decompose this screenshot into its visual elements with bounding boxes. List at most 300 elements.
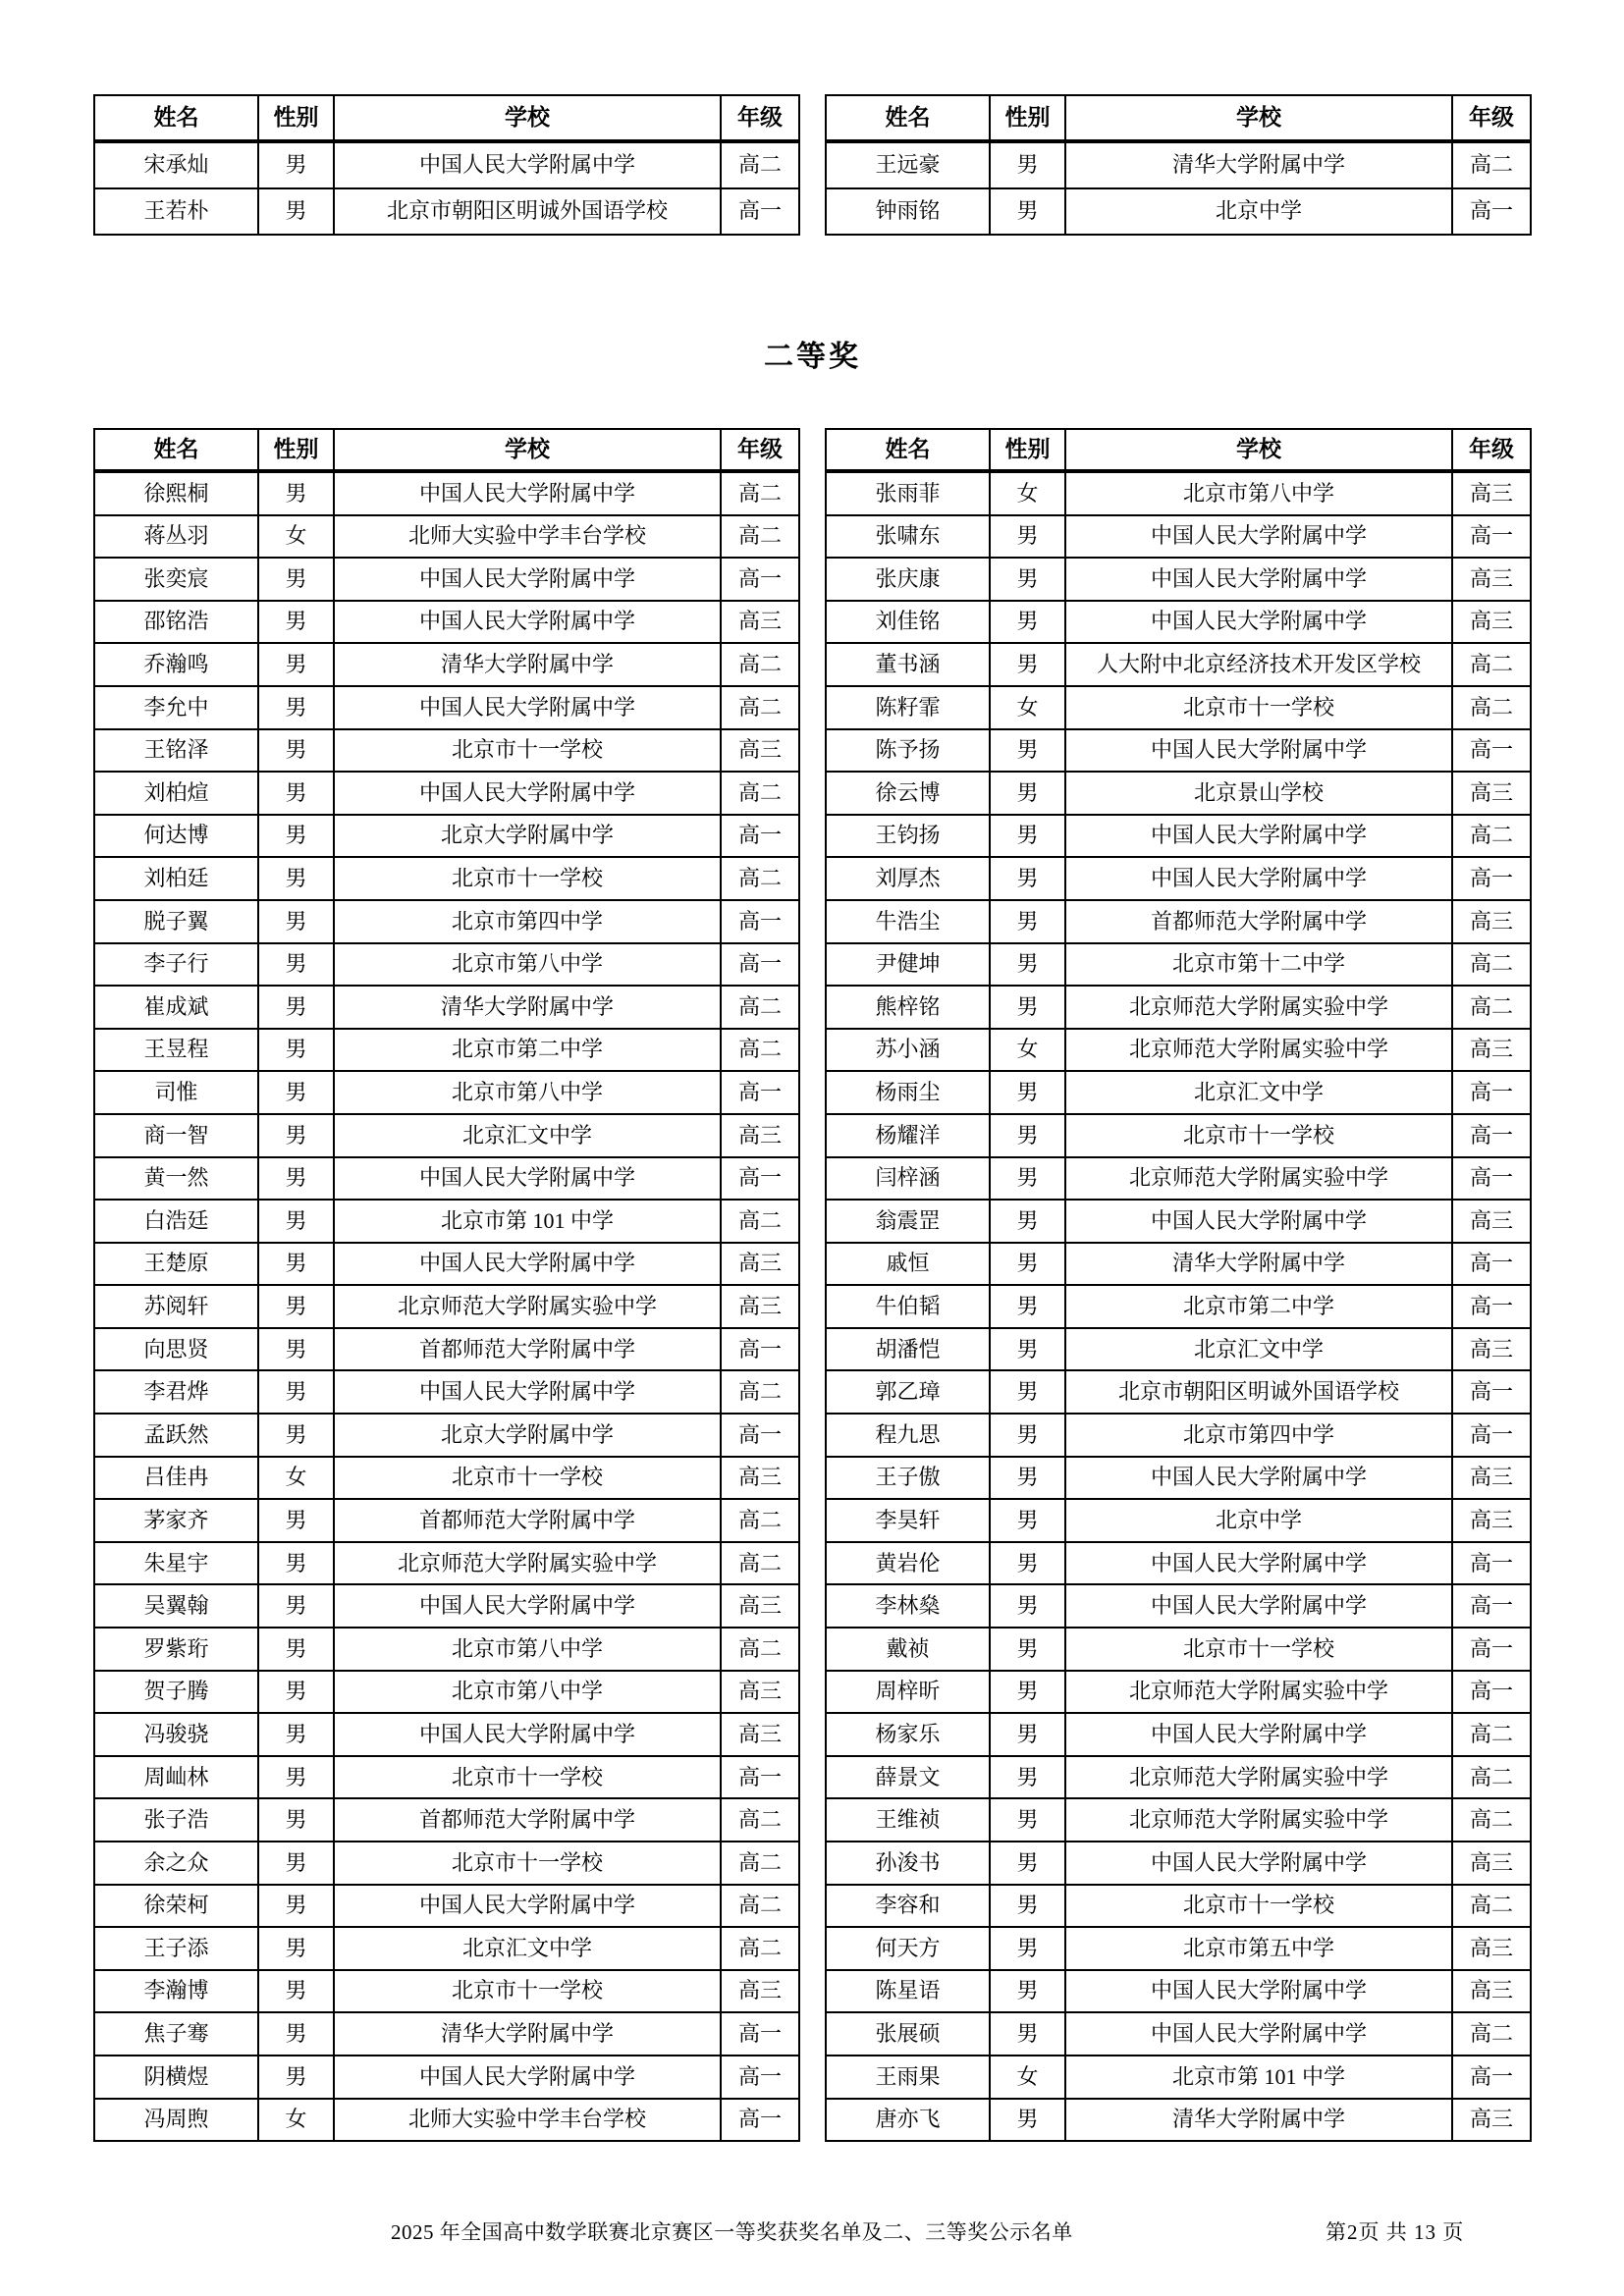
table-row — [94, 1671, 799, 1714]
first-prize-tables-row — [93, 94, 1532, 236]
cell-name: 徐熙桐 — [94, 471, 258, 515]
cell-grade: 高一 — [1452, 2056, 1531, 2099]
cell-gender: 男 — [990, 141, 1065, 188]
cell-school: 北京汇文中学 — [334, 1927, 721, 1970]
cell-grade: 高三 — [721, 1114, 799, 1157]
table-row — [826, 515, 1531, 559]
cell-name: 牛浩尘 — [826, 900, 990, 943]
cell-gender: 男 — [258, 1671, 334, 1714]
table-header-row — [826, 429, 1531, 471]
cell-grade: 高一 — [721, 815, 799, 858]
cell-school: 北京师范大学附属实验中学 — [1065, 1798, 1452, 1842]
table-row — [94, 1542, 799, 1585]
cell-name: 吕佳冉 — [94, 1457, 258, 1500]
column-header-name: 姓名 — [94, 429, 258, 471]
cell-grade: 高二 — [721, 1200, 799, 1243]
cell-grade: 高三 — [1452, 772, 1531, 815]
table-row — [826, 1071, 1531, 1114]
cell-grade: 高三 — [721, 1457, 799, 1500]
cell-name: 牛伯韬 — [826, 1285, 990, 1328]
table-row — [94, 558, 799, 601]
cell-name: 刘柏煊 — [94, 772, 258, 815]
cell-school: 北京汇文中学 — [334, 1114, 721, 1157]
cell-grade: 高二 — [721, 643, 799, 686]
cell-school: 中国人民大学附属中学 — [1065, 1713, 1452, 1756]
cell-school: 北京市第八中学 — [334, 1071, 721, 1114]
cell-school: 中国人民大学附属中学 — [1065, 558, 1452, 601]
cell-gender: 男 — [990, 558, 1065, 601]
table-row — [826, 1927, 1531, 1970]
cell-school: 北京市第八中学 — [334, 1671, 721, 1714]
cell-name: 司惟 — [94, 1071, 258, 1114]
cell-name: 钟雨铭 — [826, 188, 990, 235]
cell-grade: 高二 — [721, 857, 799, 900]
cell-name: 王维祯 — [826, 1798, 990, 1842]
second-prize-left-table — [93, 428, 800, 2142]
cell-gender: 男 — [990, 1713, 1065, 1756]
cell-school: 北京大学附属中学 — [334, 815, 721, 858]
table-row — [94, 2012, 799, 2056]
table-row — [94, 815, 799, 858]
cell-name: 贺子腾 — [94, 1671, 258, 1714]
table-row — [826, 1756, 1531, 1799]
cell-school: 中国人民大学附属中学 — [1065, 1200, 1452, 1243]
cell-name: 王子添 — [94, 1927, 258, 1970]
cell-name: 张奕宸 — [94, 558, 258, 601]
cell-gender: 男 — [258, 2012, 334, 2056]
cell-school: 中国人民大学附属中学 — [1065, 1970, 1452, 2013]
table-row — [826, 815, 1531, 858]
cell-gender: 男 — [990, 1157, 1065, 1201]
cell-school: 首都师范大学附属中学 — [1065, 900, 1452, 943]
cell-name: 李昊轩 — [826, 1499, 990, 1542]
cell-school: 北京师范大学附属实验中学 — [1065, 986, 1452, 1029]
cell-name: 李容和 — [826, 1885, 990, 1928]
cell-school: 北京市第八中学 — [334, 943, 721, 987]
table-row — [826, 1542, 1531, 1585]
cell-gender: 男 — [990, 1671, 1065, 1714]
cell-grade: 高二 — [1452, 815, 1531, 858]
second-prize-right-table — [825, 428, 1532, 2142]
cell-gender: 男 — [258, 729, 334, 773]
table-row — [826, 2056, 1531, 2099]
cell-name: 李子行 — [94, 943, 258, 987]
table-row — [94, 857, 799, 900]
cell-gender: 男 — [990, 900, 1065, 943]
cell-gender: 女 — [990, 471, 1065, 515]
cell-name: 罗紫珩 — [94, 1628, 258, 1671]
cell-school: 中国人民大学附属中学 — [1065, 601, 1452, 644]
cell-gender: 男 — [990, 1370, 1065, 1414]
cell-gender: 男 — [990, 1499, 1065, 1542]
table-row — [826, 1200, 1531, 1243]
cell-name: 崔成斌 — [94, 986, 258, 1029]
table-row — [94, 1114, 799, 1157]
cell-grade: 高三 — [1452, 471, 1531, 515]
table-row — [826, 1671, 1531, 1714]
table-row — [94, 188, 799, 235]
cell-grade: 高一 — [1452, 1285, 1531, 1328]
table-row — [94, 1157, 799, 1201]
table-row — [94, 1842, 799, 1885]
cell-grade: 高一 — [721, 188, 799, 235]
cell-school: 北京市十一学校 — [334, 1842, 721, 1885]
cell-school: 中国人民大学附属中学 — [334, 1885, 721, 1928]
cell-gender: 女 — [258, 1457, 334, 1500]
table-row — [94, 515, 799, 559]
cell-school: 北京市十一学校 — [334, 1970, 721, 2013]
table-row — [94, 943, 799, 987]
cell-school: 北京市十一学校 — [1065, 686, 1452, 729]
column-header-school: 学校 — [334, 95, 721, 141]
cell-gender: 男 — [990, 1071, 1065, 1114]
cell-grade: 高一 — [1452, 1071, 1531, 1114]
cell-name: 焦子骞 — [94, 2012, 258, 2056]
cell-school: 中国人民大学附属中学 — [334, 1713, 721, 1756]
cell-school: 北京中学 — [1065, 188, 1452, 235]
table-header-row — [94, 95, 799, 141]
column-header-school: 学校 — [1065, 95, 1452, 141]
cell-grade: 高二 — [1452, 1756, 1531, 1799]
cell-school: 北京汇文中学 — [1065, 1328, 1452, 1371]
cell-gender: 男 — [258, 1713, 334, 1756]
cell-school: 中国人民大学附属中学 — [334, 1157, 721, 1201]
cell-gender: 女 — [990, 1029, 1065, 1072]
cell-grade: 高一 — [1452, 1157, 1531, 1201]
cell-name: 何天方 — [826, 1927, 990, 1970]
footer-page-number: 第2页 共 13 页 — [1326, 2220, 1465, 2244]
cell-grade: 高三 — [721, 729, 799, 773]
cell-name: 朱星宇 — [94, 1542, 258, 1585]
cell-gender: 男 — [258, 1842, 334, 1885]
cell-name: 李允中 — [94, 686, 258, 729]
cell-school: 中国人民大学附属中学 — [334, 772, 721, 815]
cell-gender: 男 — [258, 772, 334, 815]
cell-gender: 女 — [990, 686, 1065, 729]
cell-grade: 高三 — [1452, 1970, 1531, 2013]
cell-school: 北京市十一学校 — [1065, 1628, 1452, 1671]
cell-grade: 高三 — [721, 601, 799, 644]
cell-grade: 高一 — [721, 943, 799, 987]
cell-school: 北京汇文中学 — [1065, 1071, 1452, 1114]
cell-name: 陈予扬 — [826, 729, 990, 773]
cell-grade: 高二 — [721, 515, 799, 559]
table-row — [826, 2099, 1531, 2142]
cell-grade: 高二 — [1452, 1713, 1531, 1756]
cell-grade: 高二 — [721, 1029, 799, 1072]
cell-school: 北京师范大学附属实验中学 — [334, 1285, 721, 1328]
table-row — [94, 986, 799, 1029]
cell-school: 北京市十一学校 — [334, 1457, 721, 1500]
cell-school: 北京中学 — [1065, 1499, 1452, 1542]
cell-gender: 男 — [990, 1414, 1065, 1457]
cell-gender: 男 — [258, 141, 334, 188]
cell-name: 阴横煜 — [94, 2056, 258, 2099]
cell-name: 戴祯 — [826, 1628, 990, 1671]
table-row — [826, 986, 1531, 1029]
cell-gender: 男 — [990, 1328, 1065, 1371]
table-row — [826, 558, 1531, 601]
cell-school: 北京市第五中学 — [1065, 1927, 1452, 1970]
cell-school: 北京市第四中学 — [1065, 1414, 1452, 1457]
cell-gender: 男 — [990, 515, 1065, 559]
table-row — [94, 1414, 799, 1457]
cell-name: 王钧扬 — [826, 815, 990, 858]
cell-gender: 男 — [990, 1628, 1065, 1671]
cell-name: 薛景文 — [826, 1756, 990, 1799]
cell-name: 熊梓铭 — [826, 986, 990, 1029]
table-row — [826, 1370, 1531, 1414]
cell-name: 张展硕 — [826, 2012, 990, 2056]
cell-grade: 高二 — [721, 1842, 799, 1885]
cell-gender: 男 — [990, 729, 1065, 773]
cell-school: 清华大学附属中学 — [1065, 2099, 1452, 2142]
cell-gender: 男 — [990, 2012, 1065, 2056]
table-row — [94, 601, 799, 644]
table-row — [826, 1584, 1531, 1628]
cell-gender: 男 — [258, 1756, 334, 1799]
table-row — [94, 471, 799, 515]
cell-gender: 男 — [258, 643, 334, 686]
cell-name: 周梓昕 — [826, 1671, 990, 1714]
cell-school: 中国人民大学附属中学 — [1065, 2012, 1452, 2056]
cell-name: 王铭泽 — [94, 729, 258, 773]
cell-name: 黄岩伦 — [826, 1542, 990, 1585]
cell-gender: 男 — [258, 471, 334, 515]
cell-name: 翁震罡 — [826, 1200, 990, 1243]
cell-name: 王楚原 — [94, 1243, 258, 1286]
cell-school: 中国人民大学附属中学 — [334, 686, 721, 729]
cell-grade: 高二 — [1452, 1798, 1531, 1842]
cell-gender: 男 — [258, 1542, 334, 1585]
cell-name: 脱子翼 — [94, 900, 258, 943]
cell-gender: 男 — [258, 1414, 334, 1457]
table-row — [826, 1628, 1531, 1671]
cell-grade: 高三 — [1452, 1200, 1531, 1243]
cell-grade: 高二 — [1452, 1885, 1531, 1928]
cell-grade: 高二 — [721, 686, 799, 729]
cell-school: 北京市十一学校 — [334, 857, 721, 900]
cell-school: 中国人民大学附属中学 — [334, 141, 721, 188]
cell-name: 张庆康 — [826, 558, 990, 601]
cell-gender: 男 — [990, 2099, 1065, 2142]
cell-school: 北京市第 101 中学 — [334, 1200, 721, 1243]
cell-gender: 男 — [258, 857, 334, 900]
cell-grade: 高二 — [1452, 2012, 1531, 2056]
cell-grade: 高二 — [1452, 643, 1531, 686]
cell-name: 刘柏廷 — [94, 857, 258, 900]
cell-grade: 高二 — [1452, 686, 1531, 729]
cell-grade: 高二 — [721, 1885, 799, 1928]
cell-name: 戚恒 — [826, 1243, 990, 1286]
cell-school: 北京师范大学附属实验中学 — [334, 1542, 721, 1585]
cell-school: 中国人民大学附属中学 — [334, 2056, 721, 2099]
cell-grade: 高三 — [1452, 1328, 1531, 1371]
cell-grade: 高一 — [1452, 1628, 1531, 1671]
table-row — [94, 1499, 799, 1542]
cell-name: 闫梓涵 — [826, 1157, 990, 1201]
cell-school: 北京市十一学校 — [334, 1756, 721, 1799]
table-row — [826, 729, 1531, 773]
cell-school: 中国人民大学附属中学 — [1065, 515, 1452, 559]
cell-school: 北京市第二中学 — [334, 1029, 721, 1072]
cell-gender: 男 — [258, 1927, 334, 1970]
table-row — [94, 141, 799, 188]
cell-grade: 高二 — [721, 986, 799, 1029]
column-header-school: 学校 — [1065, 429, 1452, 471]
cell-grade: 高一 — [721, 558, 799, 601]
cell-grade: 高二 — [721, 1499, 799, 1542]
table-row — [94, 1885, 799, 1928]
table-row — [826, 1970, 1531, 2013]
table-row — [94, 900, 799, 943]
cell-school: 首都师范大学附属中学 — [334, 1798, 721, 1842]
table-row — [94, 1071, 799, 1114]
table-row — [94, 686, 799, 729]
cell-gender: 男 — [990, 1798, 1065, 1842]
cell-name: 杨家乐 — [826, 1713, 990, 1756]
cell-grade: 高三 — [721, 1243, 799, 1286]
cell-grade: 高一 — [1452, 1584, 1531, 1628]
cell-grade: 高一 — [721, 900, 799, 943]
cell-grade: 高三 — [1452, 1457, 1531, 1500]
cell-grade: 高一 — [1452, 1114, 1531, 1157]
cell-school: 北京师范大学附属实验中学 — [1065, 1671, 1452, 1714]
cell-name: 王子傲 — [826, 1457, 990, 1500]
cell-name: 白浩廷 — [94, 1200, 258, 1243]
table-row — [94, 1243, 799, 1286]
cell-school: 北京市十一学校 — [334, 729, 721, 773]
cell-name: 徐云博 — [826, 772, 990, 815]
cell-name: 宋承灿 — [94, 141, 258, 188]
cell-grade: 高二 — [721, 1542, 799, 1585]
cell-grade: 高三 — [721, 1584, 799, 1628]
cell-grade: 高一 — [1452, 1414, 1531, 1457]
cell-gender: 男 — [990, 772, 1065, 815]
table-row — [94, 1029, 799, 1072]
footer-caption: 2025 年全国高中数学联赛北京赛区一等奖获奖名单及二、三等奖公示名单 — [391, 2220, 1073, 2244]
cell-grade: 高三 — [721, 1970, 799, 2013]
cell-grade: 高一 — [1452, 857, 1531, 900]
cell-gender: 男 — [258, 986, 334, 1029]
cell-gender: 男 — [258, 1798, 334, 1842]
cell-gender: 男 — [258, 1071, 334, 1114]
cell-name: 冯骏骁 — [94, 1713, 258, 1756]
table-row — [826, 1842, 1531, 1885]
column-header-grade: 年级 — [721, 95, 799, 141]
cell-name: 孟跃然 — [94, 1414, 258, 1457]
table-row — [826, 1157, 1531, 1201]
cell-name: 周屾林 — [94, 1756, 258, 1799]
cell-school: 北京市第 101 中学 — [1065, 2056, 1452, 2099]
cell-grade: 高三 — [1452, 1029, 1531, 1072]
table-row — [94, 1200, 799, 1243]
cell-grade: 高三 — [1452, 900, 1531, 943]
table-row — [826, 1457, 1531, 1500]
cell-grade: 高一 — [721, 2056, 799, 2099]
cell-gender: 男 — [258, 943, 334, 987]
cell-gender: 男 — [990, 188, 1065, 235]
cell-gender: 男 — [258, 188, 334, 235]
cell-school: 中国人民大学附属中学 — [334, 1584, 721, 1628]
cell-school: 中国人民大学附属中学 — [334, 1370, 721, 1414]
table-row — [94, 1756, 799, 1799]
cell-name: 何达博 — [94, 815, 258, 858]
table-header-row — [94, 429, 799, 471]
cell-grade: 高二 — [721, 1798, 799, 1842]
cell-name: 孙浚书 — [826, 1842, 990, 1885]
cell-school: 北京大学附属中学 — [334, 1414, 721, 1457]
cell-school: 中国人民大学附属中学 — [1065, 1584, 1452, 1628]
table-row — [826, 686, 1531, 729]
table-row — [826, 772, 1531, 815]
cell-name: 冯周煦 — [94, 2099, 258, 2142]
table-row — [826, 643, 1531, 686]
cell-gender: 男 — [990, 815, 1065, 858]
cell-grade: 高三 — [1452, 1927, 1531, 1970]
first-prize-left-table — [93, 94, 800, 236]
column-header-grade: 年级 — [721, 429, 799, 471]
cell-gender: 男 — [990, 1243, 1065, 1286]
cell-name: 张子浩 — [94, 1798, 258, 1842]
cell-name: 刘厚杰 — [826, 857, 990, 900]
cell-name: 邵铭浩 — [94, 601, 258, 644]
table-row — [94, 1970, 799, 2013]
column-header-gender: 性别 — [990, 95, 1065, 141]
cell-name: 胡潘恺 — [826, 1328, 990, 1371]
cell-school: 北京市第四中学 — [334, 900, 721, 943]
table-row — [94, 1628, 799, 1671]
column-header-grade: 年级 — [1452, 95, 1531, 141]
table-row — [94, 1285, 799, 1328]
cell-school: 中国人民大学附属中学 — [1065, 815, 1452, 858]
column-header-gender: 性别 — [258, 429, 334, 471]
cell-school: 清华大学附属中学 — [334, 2012, 721, 2056]
cell-name: 张啸东 — [826, 515, 990, 559]
cell-school: 北京市第十二中学 — [1065, 943, 1452, 987]
cell-name: 尹健坤 — [826, 943, 990, 987]
cell-grade: 高一 — [1452, 1370, 1531, 1414]
table-row — [826, 1029, 1531, 1072]
cell-school: 人大附中北京经济技术开发区学校 — [1065, 643, 1452, 686]
cell-grade: 高三 — [1452, 1499, 1531, 1542]
cell-gender: 男 — [990, 1927, 1065, 1970]
cell-school: 北京市第八中学 — [334, 1628, 721, 1671]
cell-name: 苏小涵 — [826, 1029, 990, 1072]
cell-gender: 男 — [258, 1628, 334, 1671]
first-prize-right-table — [825, 94, 1532, 236]
table-row — [826, 1798, 1531, 1842]
table-row — [94, 1457, 799, 1500]
column-header-name: 姓名 — [94, 95, 258, 141]
cell-grade: 高二 — [1452, 986, 1531, 1029]
cell-school: 北京师范大学附属实验中学 — [1065, 1756, 1452, 1799]
cell-name: 吴翼翰 — [94, 1584, 258, 1628]
cell-gender: 女 — [258, 515, 334, 559]
cell-grade: 高一 — [1452, 188, 1531, 235]
cell-school: 中国人民大学附属中学 — [1065, 857, 1452, 900]
table-row — [826, 141, 1531, 188]
table-row — [826, 1499, 1531, 1542]
cell-grade: 高三 — [721, 1671, 799, 1714]
cell-gender: 男 — [990, 1114, 1065, 1157]
cell-school: 北京师范大学附属实验中学 — [1065, 1029, 1452, 1072]
cell-grade: 高二 — [721, 1370, 799, 1414]
cell-name: 徐荣柯 — [94, 1885, 258, 1928]
column-header-name: 姓名 — [826, 95, 990, 141]
cell-school: 中国人民大学附属中学 — [1065, 729, 1452, 773]
cell-school: 中国人民大学附属中学 — [1065, 1542, 1452, 1585]
